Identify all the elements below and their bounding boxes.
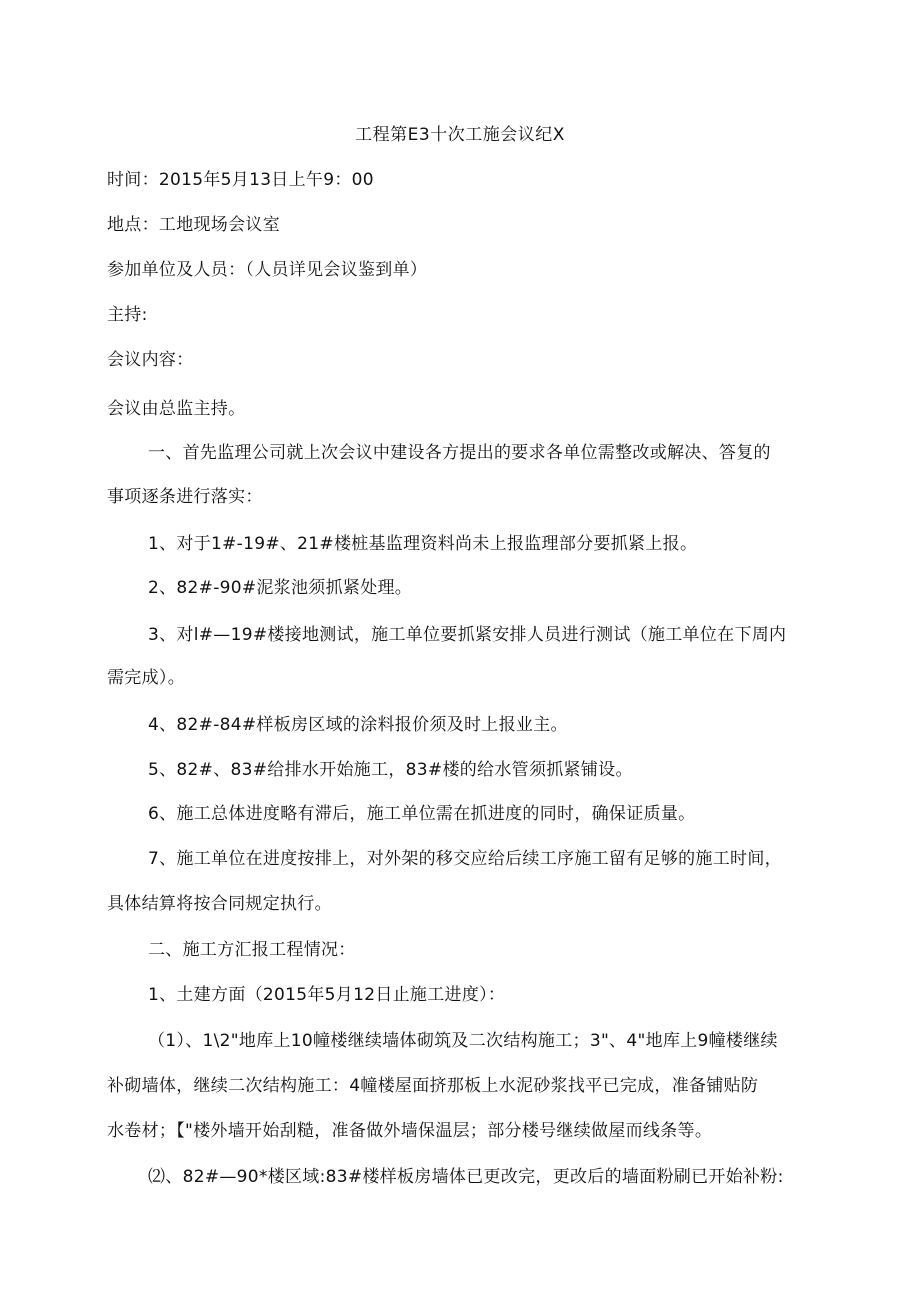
item-3: 3、对l#—19#楼接地测试，施工单位要抓紧安排人员进行测试（施工单位在下周内 (148, 625, 787, 645)
civil-item-2: ⑵、82#—90*楼区域:83#楼样板房墙体已更改完，更改后的墙面粉刷已开始补粉: (148, 1167, 784, 1187)
item-2: 2、82#-90#泥浆池须抓紧处理。 (148, 578, 413, 598)
meeting-host: 主持: (107, 305, 148, 325)
civil-item-1-cont-a: 补砌墙体，继续二次结构施工：4幢楼屋面挤那板上水泥砂浆找平已完成，准备铺贴防 (107, 1076, 759, 1096)
section-one-heading-cont: 事项逐条进行落实： (107, 487, 263, 507)
document-title: 工程第E3十次工施会议纪X (355, 125, 565, 145)
civil-works-heading: 1、土建方面（2015年5月12日止施工进度）： (148, 985, 506, 1005)
item-6: 6、施工总体进度略有滞后，施工单位需在抓进度的同时，确保证质量。 (148, 804, 696, 824)
meeting-content-heading: 会议内容： (107, 350, 194, 370)
meeting-location: 地点：工地现场会议室 (107, 215, 280, 235)
civil-item-1-cont-b: 水卷材；【"楼外墙开始刮糙，准备做外墙保温层；部分楼号继续做屋而线条等。 (107, 1121, 713, 1141)
item-7: 7、施工单位在进度按排上，对外架的移交应给后续工序施工留有足够的施工时间， (148, 849, 782, 869)
section-one-heading: 一、首先监理公司就上次会议中建设各方提出的要求各单位需整改或解决、答复的 (148, 443, 771, 463)
civil-item-1: （1）、1\2"地库上10幢楼继续墙体砌筑及二次结构施工；3"、4"地库上9幢楼继续 (148, 1031, 778, 1051)
meeting-time: 时间：2015年5月13日上午9：00 (107, 170, 374, 190)
section-two-heading: 二、施工方汇报工程情况： (148, 940, 356, 960)
meeting-attendees: 参加单位及人员：（人员详见会议鉴到单） (107, 260, 428, 280)
item-3-cont: 需完成）。 (107, 668, 185, 688)
item-5: 5、82#、83#给排水开始施工，83#楼的给水管须抓紧铺设。 (148, 760, 633, 780)
item-4: 4、82#-84#样板房区域的涂料报价须及时上报业主。 (148, 715, 568, 735)
chair-statement: 会议由总监主持。 (107, 399, 246, 419)
item-7-cont: 具体结算将按合同规定执行。 (107, 894, 332, 914)
item-1: 1、对于1#-19#、21#楼桩基监理资料尚未上报监理部分要抓紧上报。 (148, 534, 698, 554)
